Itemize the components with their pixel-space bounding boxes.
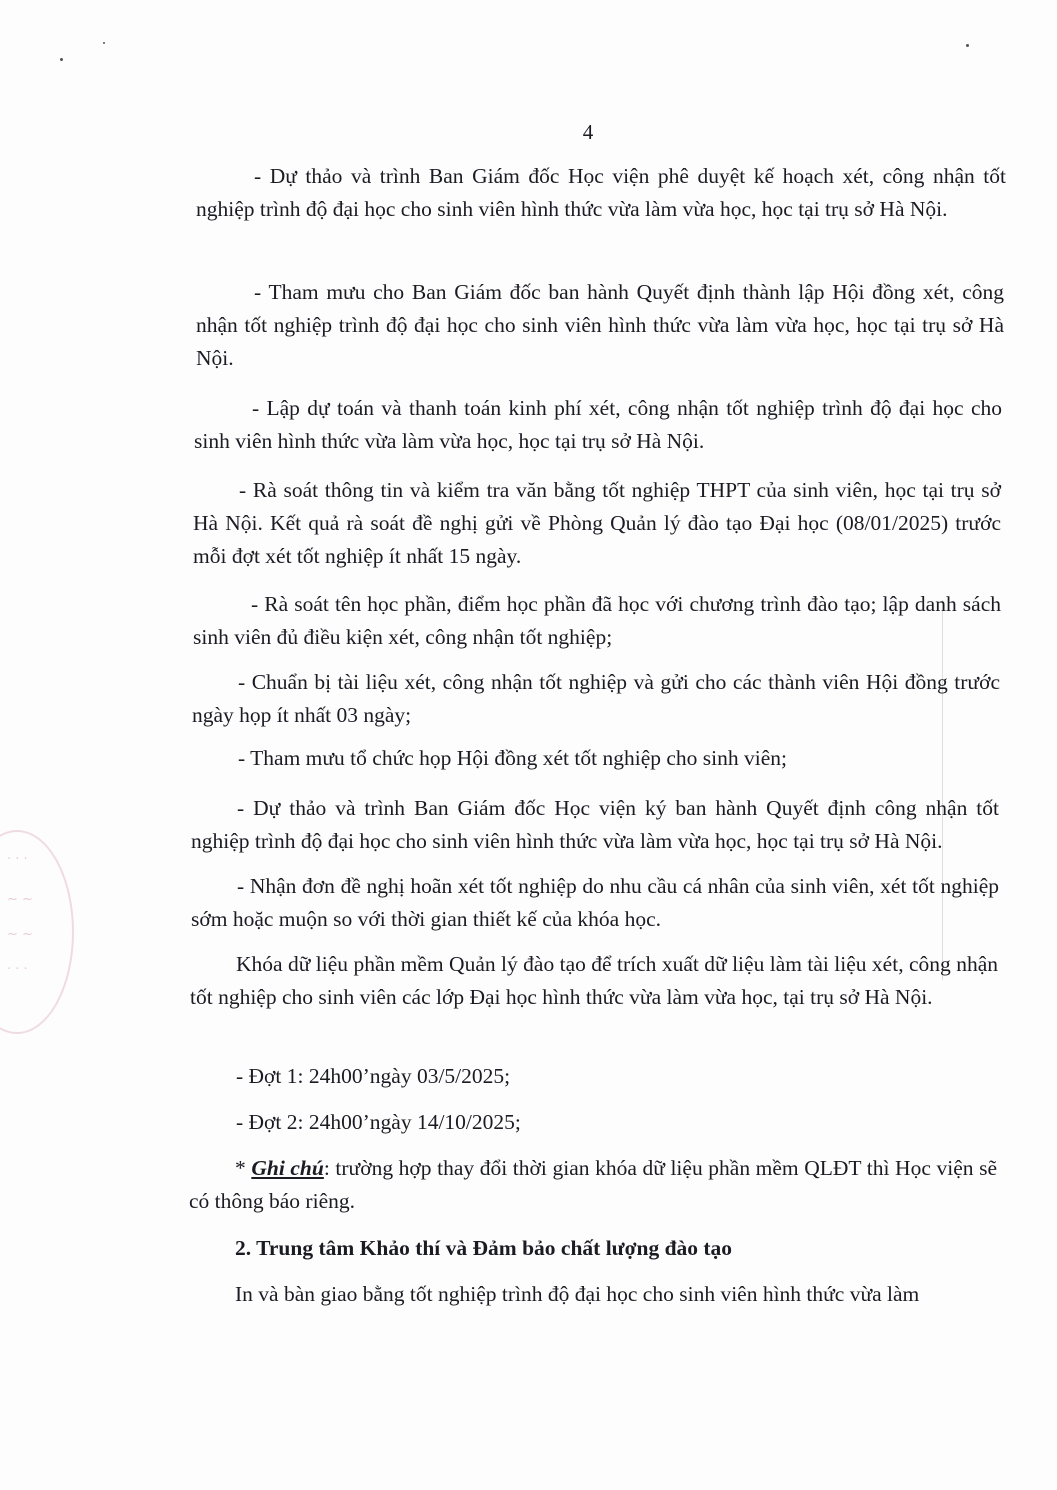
paragraph-organize-meeting: - Tham mưu tổ chức họp Hội đồng xét tốt nghiệp cho sinh viên; bbox=[238, 746, 787, 770]
paragraph-draft-plan: - Dự thảo và trình Ban Giám đốc Học viện phê duyệt kế hoạch xét, công nhận tốt nghiệp trình độ đại học cho sinh viên hình thức vừa làm vừa học, học tại trụ sở Hà Nội. bbox=[196, 164, 1006, 221]
red-stamp-seal: · · · ~ ~ ~ ~ · · · bbox=[0, 830, 74, 1034]
scan-speck bbox=[966, 44, 969, 47]
paragraph-lock-data: Khóa dữ liệu phần mềm Quản lý đào tạo để trích xuất dữ liệu làm tài liệu xét, công nhận tốt nghiệp cho sinh viên các lớp Đại học hình thức vừa làm vừa học, tại trụ sở Hà Nội. bbox=[190, 952, 998, 1009]
paragraph-prepare-documents: - Chuẩn bị tài liệu xét, công nhận tốt nghiệp và gửi cho các thành viên Hội đồng trước ngày họp ít nhất 03 ngày; bbox=[192, 670, 1000, 727]
list-item-round-2: - Đợt 2: 24h00’ngày 14/10/2025; bbox=[236, 1110, 521, 1134]
section-heading: 2. Trung tâm Khảo thí và Đảm bảo chất lượng đào tạo bbox=[235, 1236, 733, 1260]
note-prefix: * bbox=[235, 1156, 252, 1180]
note-paragraph bbox=[189, 1152, 997, 1218]
scan-speck bbox=[60, 58, 63, 61]
paragraph-issue-decision: - Dự thảo và trình Ban Giám đốc Học viện ký ban hành Quyết định công nhận tốt nghiệp trình độ đại học cho sinh viên hình thức vừa làm vừa học, học tại trụ sở Hà Nội. bbox=[191, 796, 999, 853]
list-item-round-1: - Đợt 1: 24h00’ngày 03/5/2025; bbox=[236, 1064, 511, 1088]
scan-speck bbox=[103, 42, 105, 44]
note-label: Ghi chú bbox=[251, 1156, 324, 1180]
page-number: 4 bbox=[582, 120, 594, 144]
paragraph-postpone-request: - Nhận đơn đề nghị hoãn xét tốt nghiệp do nhu cầu cá nhân của sinh viên, xét tốt nghiệp sớm hoặc muộn so với thời gian thiết kế của khóa học. bbox=[191, 874, 999, 931]
paragraph-review-diploma: - Rà soát thông tin và kiểm tra văn bằng tốt nghiệp THPT của sinh viên, học tại trụ sở Hà Nội. Kết quả rà soát đề nghị gửi về Phòng Quản lý đào tạo Đại học (08/01/2025) trước mỗi đợt xét tốt nghiệp ít nhất 15 ngày. bbox=[193, 478, 1001, 568]
paragraph-review-modules: - Rà soát tên học phần, điểm học phần đã học với chương trình đào tạo; lập danh sách sinh viên đủ điều kiện xét, công nhận tốt nghiệp; bbox=[193, 592, 1001, 649]
paragraph-advise-council: - Tham mưu cho Ban Giám đốc ban hành Quyết định thành lập Hội đồng xét, công nhận tốt nghiệp trình độ đại học cho sinh viên hình thức vừa làm vừa học, học tại trụ sở Hà Nội. bbox=[196, 280, 1004, 370]
paragraph-budget: - Lập dự toán và thanh toán kinh phí xét, công nhận tốt nghiệp trình độ đại học cho sinh viên hình thức vừa làm vừa học, học tại trụ sở Hà Nội. bbox=[194, 396, 1002, 453]
paragraph-print-diplomas: In và bàn giao bằng tốt nghiệp trình độ đại học cho sinh viên hình thức vừa làm bbox=[235, 1282, 920, 1306]
note-text: : trường hợp thay đổi thời gian khóa dữ liệu phần mềm QLĐT thì Học viện sẽ có thông báo riêng. bbox=[189, 1156, 997, 1213]
